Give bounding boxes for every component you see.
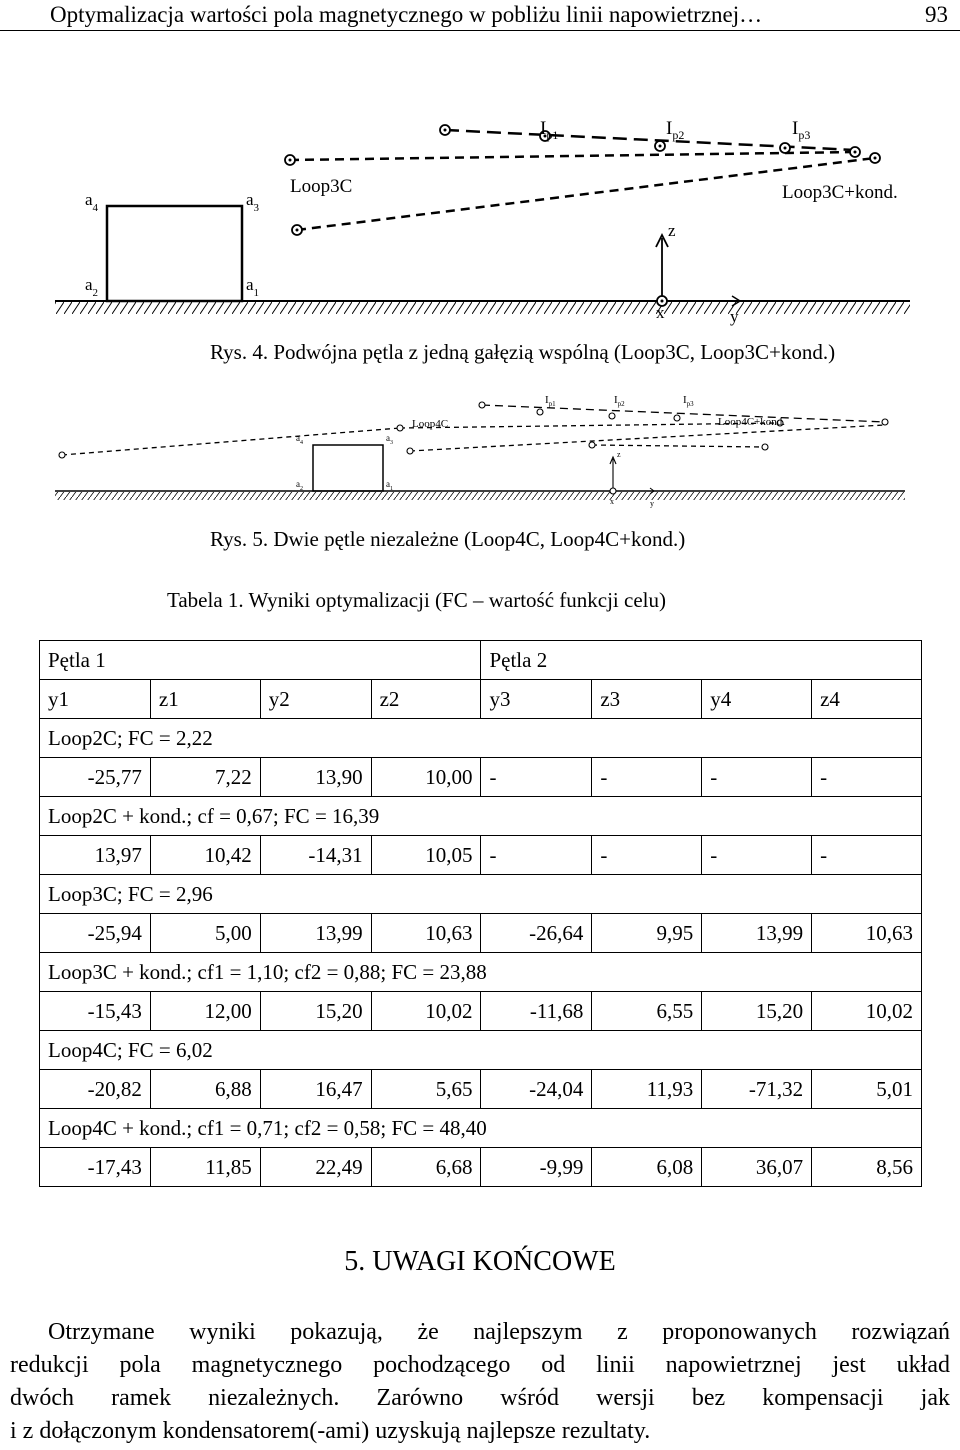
table-cell: 10,63 bbox=[371, 914, 481, 953]
table-cell: -26,64 bbox=[481, 914, 592, 953]
table-cell: 6,68 bbox=[371, 1148, 481, 1187]
table-cell: -9,99 bbox=[481, 1148, 592, 1187]
loop-points bbox=[285, 125, 880, 235]
table-cell: 36,07 bbox=[702, 1148, 812, 1187]
section-title-row bbox=[40, 719, 922, 758]
table-cell: 7,22 bbox=[150, 758, 260, 797]
section-title: Loop3C + kond.; cf1 = 1,10; cf2 = 0,88; FC = 23,88 bbox=[40, 953, 922, 992]
figure-4-caption: Rys. 4. Podwójna pętla z jedną gałęzią wspólną (Loop3C, Loop3C+kond.) bbox=[210, 340, 836, 364]
section-title: Loop4C; FC = 6,02 bbox=[40, 1031, 922, 1070]
label-z: z bbox=[617, 450, 621, 459]
column-header: y1 bbox=[40, 680, 151, 719]
table-cell: - bbox=[481, 836, 592, 875]
label-ip3: $I_{p3}$ bbox=[792, 118, 811, 142]
section-title: Loop2C + kond.; cf = 0,67; FC = 16,39 bbox=[40, 797, 922, 836]
section-title-row bbox=[40, 953, 922, 992]
label-x: x bbox=[610, 497, 614, 506]
column-header: z2 bbox=[371, 680, 481, 719]
table-cell: 8,56 bbox=[812, 1148, 922, 1187]
table-row bbox=[40, 914, 922, 953]
column-header: y2 bbox=[260, 680, 371, 719]
table-cell: -25,77 bbox=[40, 758, 151, 797]
table-cell: 10,63 bbox=[812, 914, 922, 953]
section-title-row bbox=[40, 797, 922, 836]
column-header: z3 bbox=[592, 680, 702, 719]
table-cell: 22,49 bbox=[260, 1148, 371, 1187]
page-header bbox=[0, 0, 960, 32]
table-cell: 11,85 bbox=[150, 1148, 260, 1187]
label-a3: $a_3$ bbox=[246, 190, 260, 214]
table-row bbox=[40, 992, 922, 1031]
origin-x-marker bbox=[610, 488, 616, 494]
table-cell: -11,68 bbox=[481, 992, 592, 1031]
table-cell: -17,43 bbox=[40, 1148, 151, 1187]
table-cell: 13,97 bbox=[40, 836, 151, 875]
table-cell: 10,02 bbox=[812, 992, 922, 1031]
table-cell: 13,90 bbox=[260, 758, 371, 797]
table-cell: -25,94 bbox=[40, 914, 151, 953]
table-cell: -15,43 bbox=[40, 992, 151, 1031]
group-header-loop2: Pętla 2 bbox=[481, 641, 922, 680]
label-a3: $a_3$ bbox=[386, 433, 393, 446]
table-cell: 6,08 bbox=[592, 1148, 702, 1187]
label-loop3c-kond: Loop3C+kond. bbox=[782, 182, 898, 203]
loop-line-bottom bbox=[592, 445, 765, 447]
group-header-loop1: Pętla 1 bbox=[40, 641, 481, 680]
label-ip2: $I_{p2}$ bbox=[614, 394, 625, 408]
label-loop4c-kond: Loop4C+kond. bbox=[718, 416, 786, 428]
paragraph-line: dwóch ramek niezależnych. Zarówno wśród wersji bez kompensacji jak bbox=[10, 1385, 950, 1411]
section-title-row bbox=[40, 1031, 922, 1070]
frame-rectangle bbox=[313, 445, 383, 491]
ground-hatch bbox=[55, 302, 910, 314]
table-cell: - bbox=[812, 758, 922, 797]
table-cell: 10,00 bbox=[371, 758, 481, 797]
table-row bbox=[40, 836, 922, 875]
label-z: z bbox=[668, 221, 676, 240]
table-cell: 6,55 bbox=[592, 992, 702, 1031]
table-cell: 12,00 bbox=[150, 992, 260, 1031]
table-cell: - bbox=[702, 836, 812, 875]
table-cell: 10,05 bbox=[371, 836, 481, 875]
label-x: x bbox=[656, 303, 665, 322]
conclusion-paragraph bbox=[10, 1316, 950, 1448]
table-cell: 10,02 bbox=[371, 992, 481, 1031]
label-a4: $a_4$ bbox=[296, 433, 303, 446]
label-loop4c: Loop4C bbox=[412, 418, 449, 430]
paragraph-line: redukcji pola magnetycznego pochodzącego od linii napowietrznej jest układ bbox=[10, 1352, 950, 1378]
label-a1: $a_1$ bbox=[246, 275, 260, 299]
table-cell: 13,99 bbox=[702, 914, 812, 953]
page-number: 93 bbox=[925, 2, 948, 27]
section-title-row bbox=[40, 875, 922, 914]
loop-points bbox=[59, 402, 888, 458]
loop-line-upper bbox=[290, 152, 855, 160]
column-header: z1 bbox=[150, 680, 260, 719]
label-a4: $a_4$ bbox=[85, 190, 99, 214]
results-table bbox=[39, 640, 922, 1187]
label-y: y bbox=[730, 307, 739, 326]
header-rule bbox=[0, 30, 960, 31]
label-a1: $a_1$ bbox=[386, 479, 393, 492]
table-caption: Tabela 1. Wyniki optymalizacji (FC – wartość funkcji celu) bbox=[167, 588, 666, 612]
label-a2: $a_2$ bbox=[85, 275, 99, 299]
table-cell: - bbox=[592, 758, 702, 797]
column-header-row bbox=[40, 680, 922, 719]
figure-4-diagram bbox=[0, 110, 960, 330]
section-title: Loop2C; FC = 2,22 bbox=[40, 719, 922, 758]
column-header: y4 bbox=[702, 680, 812, 719]
ground-hatch bbox=[55, 492, 905, 500]
table-cell: 13,99 bbox=[260, 914, 371, 953]
table-cell: 5,01 bbox=[812, 1070, 922, 1109]
table-cell: -24,04 bbox=[481, 1070, 592, 1109]
section-title: Loop3C; FC = 2,96 bbox=[40, 875, 922, 914]
table-cell: 15,20 bbox=[260, 992, 371, 1031]
loop-line-lower bbox=[410, 425, 885, 451]
section-title: Loop4C + kond.; cf1 = 0,71; cf2 = 0,58; FC = 48,40 bbox=[40, 1109, 922, 1148]
table-cell: 9,95 bbox=[592, 914, 702, 953]
paragraph-line: Otrzymane wyniki pokazują, że najlepszym z proponowanych rozwiązań bbox=[48, 1319, 950, 1345]
table-cell: - bbox=[702, 758, 812, 797]
group-header-row bbox=[40, 641, 922, 680]
table-cell: -71,32 bbox=[702, 1070, 812, 1109]
loop-line-left bbox=[62, 428, 400, 455]
figure-5-caption: Rys. 5. Dwie pętle niezależne (Loop4C, Loop4C+kond.) bbox=[210, 527, 686, 551]
table-row bbox=[40, 1148, 922, 1187]
table-cell: 6,88 bbox=[150, 1070, 260, 1109]
table-cell: 5,00 bbox=[150, 914, 260, 953]
section-heading: 5. UWAGI KOŃCOWE bbox=[344, 1246, 616, 1277]
table-cell: 15,20 bbox=[702, 992, 812, 1031]
column-header: y3 bbox=[481, 680, 592, 719]
table-cell: 16,47 bbox=[260, 1070, 371, 1109]
table-cell: -14,31 bbox=[260, 836, 371, 875]
table-cell: - bbox=[812, 836, 922, 875]
section-title-row bbox=[40, 1109, 922, 1148]
label-a2: $a_2$ bbox=[296, 479, 303, 492]
table-cell: - bbox=[481, 758, 592, 797]
label-ip3: $I_{p3}$ bbox=[683, 394, 694, 408]
label-loop3c: Loop3C bbox=[290, 176, 353, 197]
table-cell: 10,42 bbox=[150, 836, 260, 875]
table-cell: - bbox=[592, 836, 702, 875]
label-ip2: $I_{p2}$ bbox=[666, 118, 685, 142]
table-cell: 5,65 bbox=[371, 1070, 481, 1109]
table-row bbox=[40, 1070, 922, 1109]
label-ip1: $I_{p1}$ bbox=[545, 394, 556, 408]
table-cell: 11,93 bbox=[592, 1070, 702, 1109]
table-row bbox=[40, 758, 922, 797]
label-y: y bbox=[650, 499, 654, 508]
column-header: z4 bbox=[812, 680, 922, 719]
figure-5-diagram bbox=[0, 385, 960, 515]
paragraph-line: i z dołączonym kondensatorem(-ami) uzyskują najlepsze rezultaty. bbox=[10, 1418, 651, 1444]
label-ip1: $I_{p1}$ bbox=[540, 118, 559, 142]
table-cell: -20,82 bbox=[40, 1070, 151, 1109]
running-title: Optymalizacja wartości pola magnetycznego w pobliżu linii napowietrznej… bbox=[50, 2, 763, 27]
frame-rectangle bbox=[107, 206, 242, 301]
